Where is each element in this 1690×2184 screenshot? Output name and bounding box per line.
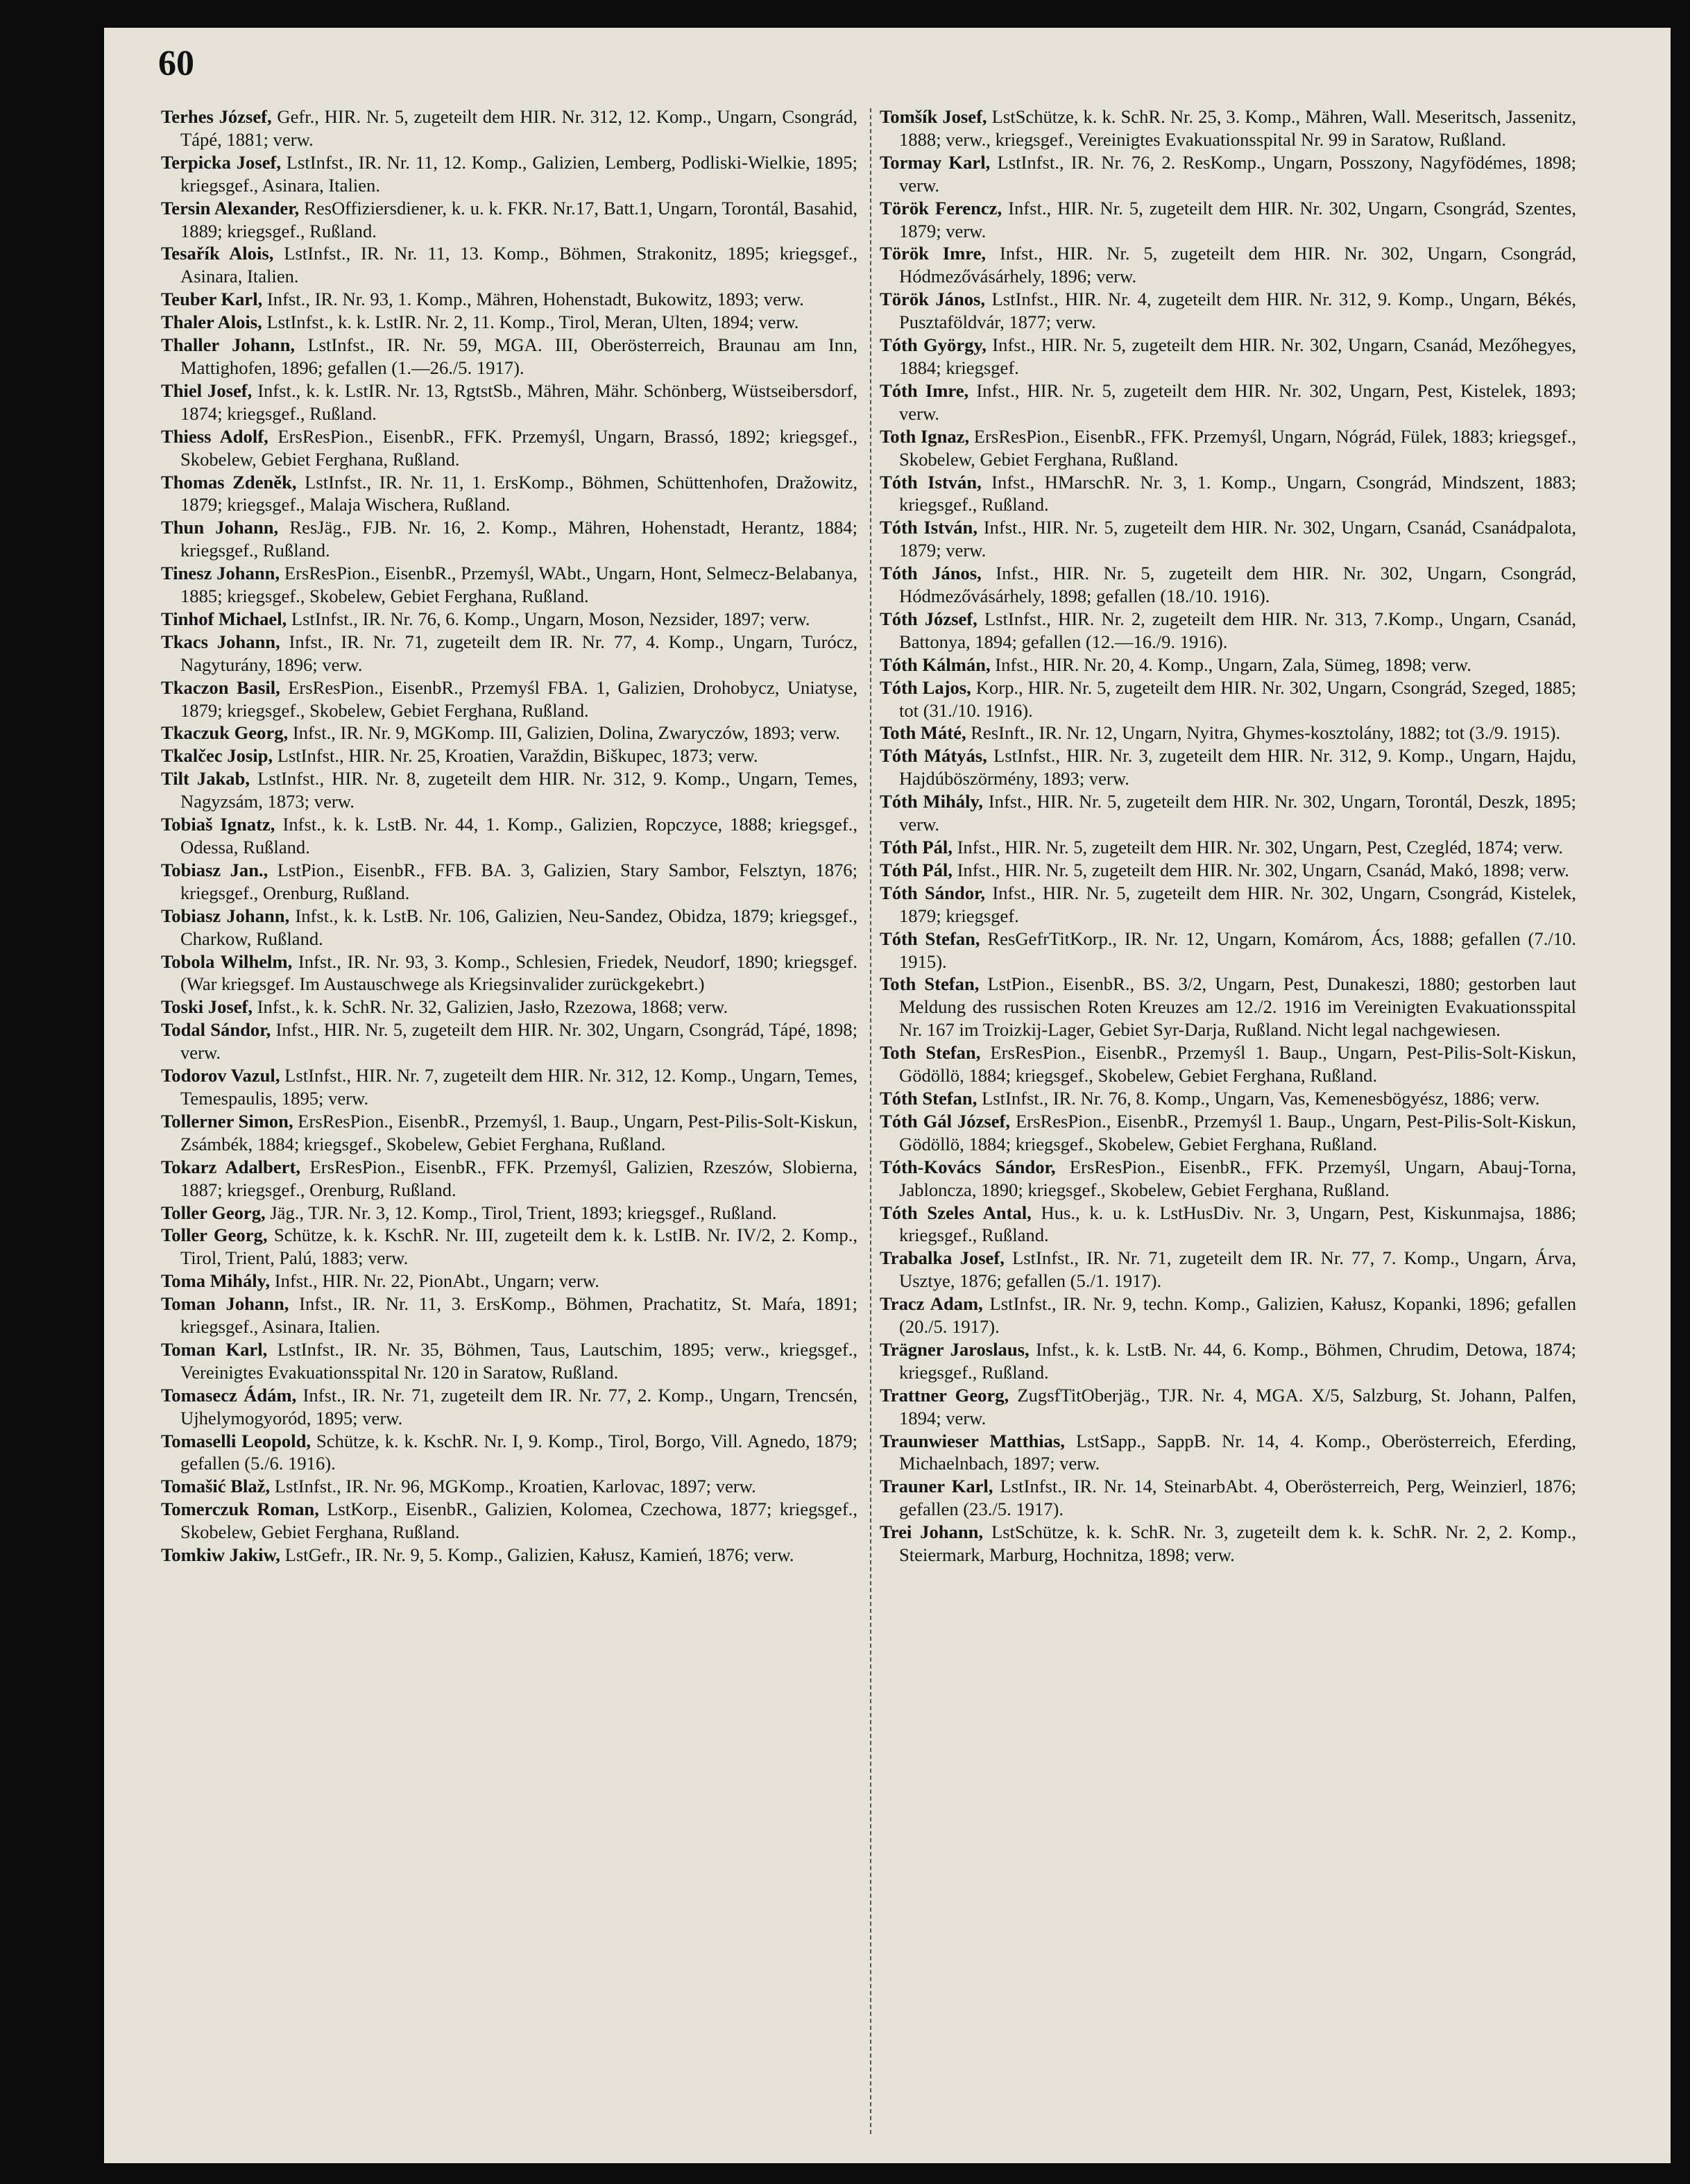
entry-details: Infst., HIR. Nr. 5, zugeteilt dem HIR. Nr. 302, Ungarn, Pest, Kistelek, 1893; verw. [899, 379, 1576, 424]
casualty-entry [161, 1156, 857, 1202]
entry-name: Tobiaš Ignatz, [161, 814, 275, 835]
casualty-entry [161, 197, 857, 243]
casualty-entry [880, 1338, 1576, 1384]
entry-name: Tóth Stefan, [880, 1087, 978, 1109]
entry-details: LstInfst., IR. Nr. 96, MGKomp., Kroatien, Karlovac, 1897; verw. [270, 1476, 756, 1497]
entry-details: ResOffiziersdiener, k. u. k. FKR. Nr.17, Batt.1, Ungarn, Torontál, Basahid, 1889; kriegsgef., Rußland. [180, 197, 858, 241]
entry-name: Trattner Georg, [880, 1384, 1009, 1406]
entry-name: Tobiasz Johann, [161, 905, 290, 926]
entry-details: LstInfst., IR. Nr. 11, 13. Komp., Böhmen, Strakonitz, 1895; kriegsgef., Asinara, Italien. [180, 243, 857, 287]
casualty-entry [161, 1224, 857, 1270]
entry-details: Infst., k. k. LstB. Nr. 44, 6. Komp., Böhmen, Chrudim, Detowa, 1874; kriegsgef., Rußland. [899, 1338, 1577, 1383]
entry-details: ResGefrTitKorp., IR. Nr. 12, Ungarn, Komárom, Ács, 1888; gefallen (7./10. 1915). [899, 928, 1576, 972]
casualty-entry [880, 105, 1576, 151]
entry-name: Toman Karl, [161, 1338, 268, 1360]
entry-details: LstInfst., HIR. Nr. 2, zugeteilt dem HIR. Nr. 313, 7.Komp., Ungarn, Csanád, Battonya, 1894; gefallen (12.—16./9. 1916). [899, 608, 1576, 652]
casualty-entry [161, 1475, 857, 1498]
entry-name: Thaller Johann, [161, 334, 296, 356]
entry-name: Tóth Stefan, [880, 928, 980, 949]
entry-name: Toller Georg, [161, 1225, 268, 1246]
casualty-entry [880, 859, 1576, 882]
casualty-entry [880, 722, 1576, 744]
entry-details: LstKorp., EisenbR., Galizien, Kolomea, Czechowa, 1877; kriegsgef., Skobelew, Gebiet Ferghana, Rußland. [180, 1499, 857, 1543]
entry-details: LstSapp., SappB. Nr. 14, 4. Komp., Oberösterreich, Eferding, Michaelnbach, 1897; verw. [899, 1430, 1576, 1474]
entry-name: Traunwieser Matthias, [880, 1430, 1065, 1451]
book-page [104, 28, 1671, 2163]
casualty-entry [880, 1430, 1576, 1476]
entry-details: Infst., k. k. LstIR. Nr. 13, RgtstSb., Mähren, Mähr. Schönberg, Wüstseibersdorf, 1874; kriegsgef., Rußland. [180, 379, 857, 424]
entry-details: LstSchütze, k. k. SchR. Nr. 3, zugeteilt dem k. k. SchR. Nr. 2, 2. Komp., Steiermark, Marburg, Hochnitza, 1898; verw. [899, 1521, 1576, 1566]
casualty-entry [880, 288, 1576, 334]
entry-details: LstInfst., IR. Nr. 35, Böhmen, Taus, Lautschim, 1895; verw., kriegsgef., Vereinigtes Evakuationsspital Nr. 120 in Saratow, Rußland. [180, 1338, 857, 1383]
entry-details: ZugsfTitOberjäg., TJR. Nr. 4, MGA. X/5, Salzburg, St. Johann, Palfen, 1894; verw. [899, 1384, 1576, 1428]
casualty-entry [880, 1475, 1576, 1521]
casualty-entry [161, 1544, 857, 1567]
entry-name: Thaler Alois, [161, 312, 262, 333]
entry-details: LstInfst., IR. Nr. 11, 1. ErsKomp., Böhmen, Schüttenhofen, Dražowitz, 1879; kriegsgef., Malaja Wischera, Rußland. [180, 471, 857, 515]
casualty-entry [161, 516, 857, 562]
casualty-entry [880, 151, 1576, 197]
entry-name: Tkaczuk Georg, [161, 722, 289, 744]
entry-details: ErsResPion., EisenbR., Przemyśl, WAbt., Ungarn, Hont, Selmecz-Belabanya, 1885; kriegsgef., Skobelew, Gebiet Ferghana, Rußland. [180, 563, 857, 607]
entry-name: Toth Máté, [880, 722, 966, 744]
entry-details: Infst., HIR. Nr. 22, PionAbt., Ungarn; verw. [270, 1270, 599, 1292]
casualty-entry [880, 928, 1576, 973]
casualty-entry [161, 1202, 857, 1225]
entry-details: Infst., HIR. Nr. 5, zugeteilt dem HIR. Nr. 302, Ungarn, Csanád, Mezőhegyes, 1884; kriegsgef. [899, 334, 1577, 378]
entry-details: Hus., k. u. k. LstHusDiv. Nr. 3, Ungarn, Pest, Kiskunmajsa, 1886; kriegsgef., Rußland. [899, 1202, 1576, 1246]
entry-details: Infst., IR. Nr. 11, 3. ErsKomp., Böhmen, Prachatitz, St. Maŕa, 1891; kriegsgef., Asinara, Italien. [180, 1293, 857, 1338]
entry-name: Thiess Adolf, [161, 425, 268, 447]
entry-name: Tkaczon Basil, [161, 676, 280, 698]
entry-details: LstInfst., IR. Nr. 71, zugeteilt dem IR. Nr. 77, 7. Komp., Ungarn, Árva, Usztye, 1876; gefallen (5./1. 1917). [899, 1247, 1577, 1292]
entry-name: Toth Ignaz, [880, 425, 970, 447]
entry-name: Toski Josef, [161, 996, 253, 1018]
entry-name: Trei Johann, [880, 1521, 984, 1543]
casualty-entry [161, 1064, 857, 1110]
entry-name: Tersin Alexander, [161, 197, 300, 219]
casualty-entry [880, 242, 1576, 288]
entry-details: Infst., HIR. Nr. 5, zugeteilt dem HIR. Nr. 302, Ungarn, Csongrád, Hódmezővásárhely, 1898; gefallen (18./10. 1916). [899, 563, 1576, 607]
entry-name: Tormay Karl, [880, 151, 991, 173]
entry-details: Gefr., HIR. Nr. 5, zugeteilt dem HIR. Nr. 312, 12. Komp., Ungarn, Csongrád, Tápé, 1881; verw. [180, 106, 857, 150]
casualty-entry [161, 1270, 857, 1293]
entry-name: Tóth István, [880, 517, 978, 538]
column-divider [870, 108, 871, 2134]
right-column [880, 105, 1576, 1567]
casualty-entry [161, 242, 857, 288]
entry-name: Toth Stefan, [880, 973, 980, 995]
casualty-entry [161, 767, 857, 813]
casualty-entry [161, 676, 857, 722]
entry-details: Infst., HIR. Nr. 5, zugeteilt dem HIR. Nr. 302, Ungarn, Csongrád, Kistelek, 1879; kriegsgef. [899, 882, 1576, 926]
entry-name: Tóth István, [880, 471, 982, 493]
entry-details: Infst., k. k. SchR. Nr. 32, Galizien, Jasło, Rzezowa, 1868; verw. [253, 996, 728, 1018]
casualty-entry [161, 744, 857, 767]
casualty-entry [161, 288, 857, 311]
casualty-entry [880, 1041, 1576, 1087]
entry-details: Infst., HIR. Nr. 5, zugeteilt dem HIR. Nr. 302, Ungarn, Csongrád, Tápé, 1898; verw. [180, 1019, 857, 1064]
casualty-entry [880, 836, 1576, 859]
casualty-entry [161, 950, 857, 996]
entry-details: Infst., HIR. Nr. 5, zugeteilt dem HIR. Nr. 302, Ungarn, Pest, Czegléd, 1874; verw. [952, 837, 1564, 858]
entry-name: Tóth Gál József, [880, 1110, 1011, 1132]
entry-name: Todal Sándor, [161, 1019, 271, 1041]
entry-name: Török Ferencz, [880, 197, 1002, 219]
casualty-entry [880, 1110, 1576, 1156]
entry-details: LstSchütze, k. k. SchR. Nr. 25, 3. Komp., Mähren, Wall. Meseritsch, Jassenitz, 1888; verw., kriegsgef., Vereinigtes Evakuationsspital Nr. 99 in Saratow, Rußland. [899, 106, 1576, 150]
entry-name: Tomšík Josef, [880, 106, 987, 127]
casualty-entry [880, 654, 1576, 676]
casualty-entry [161, 905, 857, 950]
entry-name: Tomerczuk Roman, [161, 1499, 319, 1520]
casualty-entry [161, 562, 857, 608]
casualty-entry [880, 790, 1576, 836]
entry-details: Infst., k. k. LstB. Nr. 106, Galizien, Neu-Sandez, Obidza, 1879; kriegsgef., Charkow, Rußland. [180, 905, 858, 949]
casualty-entry [880, 1521, 1576, 1567]
entry-details: Infst., IR. Nr. 93, 3. Komp., Schlesien, Friedek, Neudorf, 1890; kriegsgef. (War kriegsgef. Im Austauschwege als Kriegsinvalider zurückgekebrt.) [180, 950, 857, 995]
entry-details: Infst., HMarschR. Nr. 3, 1. Komp., Ungarn, Csongrád, Mindszent, 1883; kriegsgef., Rußland. [899, 471, 1576, 515]
casualty-entry [880, 471, 1576, 517]
entry-name: Toller Georg, [161, 1202, 266, 1223]
casualty-entry [161, 1384, 857, 1430]
entry-name: Tóth Lajos, [880, 676, 971, 698]
entry-name: Török János, [880, 289, 986, 310]
entry-details: LstInfst., IR. Nr. 76, 2. ResKomp., Ungarn, Posszony, Nagyfödémes, 1898; verw. [899, 151, 1576, 196]
entry-name: Tobiasz Jan., [161, 859, 268, 880]
casualty-entry [161, 631, 857, 676]
casualty-entry [161, 1293, 857, 1338]
entry-details: LstInfst., HIR. Nr. 4, zugeteilt dem HIR. Nr. 312, 9. Komp., Ungarn, Békés, Pusztaföldvár, 1877; verw. [899, 289, 1576, 333]
casualty-entry [880, 197, 1576, 243]
entry-name: Török Imre, [880, 243, 987, 264]
entry-details: LstInfst., k. k. LstIR. Nr. 2, 11. Komp., Tirol, Meran, Ulten, 1894; verw. [262, 312, 799, 333]
casualty-entry [880, 425, 1576, 471]
casualty-entry [161, 1018, 857, 1064]
entry-details: Jäg., TJR. Nr. 3, 12. Komp., Tirol, Trient, 1893; kriegsgef., Rußland. [265, 1202, 777, 1223]
casualty-entry [161, 311, 857, 334]
casualty-entry [880, 608, 1576, 654]
entry-name: Tóth Pál, [880, 837, 953, 858]
entry-name: Tóth-Kovács Sándor, [880, 1156, 1056, 1177]
entry-name: Tóth Sándor, [880, 882, 986, 903]
entry-name: Toma Mihály, [161, 1270, 271, 1292]
entry-details: LstInfst., IR. Nr. 59, MGA. III, Oberösterreich, Braunau am Inn, Mattighofen, 1896; gefallen (1.—26./5. 1917). [180, 334, 857, 378]
entry-name: Terpicka Josef, [161, 151, 282, 173]
entry-name: Tóth János, [880, 563, 982, 584]
entry-details: Infst., k. k. LstB. Nr. 44, 1. Komp., Galizien, Ropczyce, 1888; kriegsgef., Odessa, Rußland. [180, 814, 857, 858]
casualty-entry [161, 334, 857, 379]
entry-details: ErsResPion., EisenbR., FFK. Przemyśl, Galizien, Rzeszów, Slobierna, 1887; kriegsgef., Orenburg, Rußland. [180, 1156, 857, 1200]
entry-details: LstGefr., IR. Nr. 9, 5. Komp., Galizien, Kałusz, Kamień, 1876; verw. [280, 1544, 794, 1566]
casualty-entry [880, 1202, 1576, 1247]
casualty-entry [161, 379, 857, 425]
entry-name: Trägner Jaroslaus, [880, 1338, 1030, 1360]
entry-name: Tomkiw Jakiw, [161, 1544, 280, 1566]
entry-details: ErsResPion., EisenbR., FFK. Przemyśl, Ungarn, Brassó, 1892; kriegsgef., Skobelew, Gebiet Ferghana, Rußland. [180, 425, 857, 470]
entry-name: Tomaselli Leopold, [161, 1430, 311, 1451]
casualty-entry [161, 813, 857, 859]
entry-details: LstInfst., IR. Nr. 76, 8. Komp., Ungarn, Vas, Kemenesbögyész, 1886; verw. [977, 1087, 1540, 1109]
entry-details: ErsResPion., EisenbR., FFK. Przemyśl, Ungarn, Abauj-Torna, Jabloncza, 1890; kriegsgef., Skobelew, Gebiet Ferghana, Rußland. [899, 1156, 1576, 1200]
casualty-entry [161, 151, 857, 197]
entry-name: Tomasecz Ádám, [161, 1384, 297, 1406]
entry-name: Todorov Vazul, [161, 1065, 280, 1086]
casualty-entry [880, 882, 1576, 928]
casualty-entry [880, 562, 1576, 608]
entry-details: Korp., HIR. Nr. 5, zugeteilt dem HIR. Nr. 302, Ungarn, Csongrád, Szeged, 1885; tot (31./10. 1916). [899, 676, 1576, 721]
entry-details: LstInfst., HIR. Nr. 7, zugeteilt dem HIR. Nr. 312, 12. Komp., Ungarn, Temes, Temespaulis, 1895; verw. [180, 1065, 857, 1109]
entry-name: Tkalčec Josip, [161, 745, 273, 767]
entry-name: Teuber Karl, [161, 289, 263, 310]
entry-name: Tesařík Alois, [161, 243, 274, 264]
casualty-entry [161, 1338, 857, 1384]
casualty-entry [880, 1156, 1576, 1202]
entry-name: Tracz Adam, [880, 1293, 983, 1315]
entry-details: Infst., HIR. Nr. 5, zugeteilt dem HIR. Nr. 302, Ungarn, Csongrád, Szentes, 1879; verw. [899, 197, 1576, 241]
entry-details: ErsResPion., EisenbR., Przemyśl FBA. 1, Galizien, Drohobycz, Uniatyse, 1879; kriegsgef., Skobelew, Gebiet Ferghana, Rußland. [180, 676, 857, 721]
entry-details: ErsResPion., EisenbR., FFK. Przemyśl, Ungarn, Nógrád, Fülek, 1883; kriegsgef., Skobelew, Gebiet Ferghana, Rußland. [899, 425, 1576, 470]
casualty-entry [880, 744, 1576, 790]
entry-name: Tóth Szeles Antal, [880, 1202, 1032, 1223]
entry-name: Tobola Wilhelm, [161, 950, 293, 972]
entry-details: Infst., IR. Nr. 71, zugeteilt dem IR. Nr. 77, 4. Komp., Ungarn, Turócz, Nagyturány, 1896; verw. [180, 631, 857, 675]
entry-name: Tokarz Adalbert, [161, 1156, 300, 1177]
entry-details: Infst., IR. Nr. 71, zugeteilt dem IR. Nr. 77, 2. Komp., Ungarn, Trencsén, Ujhelymogyoród, 1895; verw. [180, 1384, 857, 1428]
casualty-entry [880, 516, 1576, 562]
entry-details: Infst., HIR. Nr. 5, zugeteilt dem HIR. Nr. 302, Ungarn, Csanád, Makó, 1898; verw. [952, 859, 1569, 880]
entry-name: Toman Johann, [161, 1293, 289, 1315]
casualty-entry [161, 1498, 857, 1544]
entry-name: Terhes József, [161, 106, 272, 127]
entry-details: Infst., HIR. Nr. 5, zugeteilt dem HIR. Nr. 302, Ungarn, Csanád, Csanádpalota, 1879; verw. [899, 517, 1576, 561]
entry-details: LstInfst., HIR. Nr. 8, zugeteilt dem HIR. Nr. 312, 9. Komp., Ungarn, Temes, Nagyzsám, 1873; verw. [180, 768, 857, 812]
entry-details: Infst., HIR. Nr. 20, 4. Komp., Ungarn, Zala, Sümeg, 1898; verw. [990, 654, 1471, 675]
casualty-entry [880, 973, 1576, 1041]
casualty-entry [880, 1384, 1576, 1430]
entry-name: Tóth Imre, [880, 379, 969, 401]
left-column [161, 105, 857, 1567]
casualty-entry [161, 996, 857, 1018]
casualty-entry [161, 859, 857, 905]
entry-details: ErsResPion., EisenbR., Przemyśl 1. Baup., Ungarn, Pest-Pilis-Solt-Kiskun, Gödöllö, 1884; kriegsgef., Skobelew, Gebiet Ferghana, Rußland. [899, 1110, 1577, 1154]
entry-name: Tóth Pál, [880, 859, 953, 880]
entry-name: Thun Johann, [161, 517, 279, 538]
casualty-entry [161, 105, 857, 151]
casualty-entry [880, 334, 1576, 379]
entry-name: Tóth Kálmán, [880, 654, 991, 675]
entry-details: ResJäg., FJB. Nr. 16, 2. Komp., Mähren, Hohenstadt, Herantz, 1884; kriegsgef., Rußland. [180, 517, 857, 561]
entry-name: Toth Stefan, [880, 1042, 981, 1064]
entry-details: LstPion., EisenbR., FFB. BA. 3, Galizien, Stary Sambor, Felsztyn, 1876; kriegsgef., Orenburg, Rußland. [180, 859, 857, 903]
entry-name: Thiel Josef, [161, 379, 253, 401]
entry-details: LstInfst., IR. Nr. 14, SteinarbAbt. 4, Oberösterreich, Perg, Weinzierl, 1876; gefallen (23./5. 1917). [899, 1476, 1577, 1520]
entry-details: LstInfst., HIR. Nr. 25, Kroatien, Varaždin, Biškupec, 1873; verw. [273, 745, 758, 767]
entry-details: LstPion., EisenbR., BS. 3/2, Ungarn, Pest, Dunakeszi, 1880; gestorben laut Meldung des russischen Roten Kreuzes am 12./2. 1916 im Vereinigten Evakuationsspital Nr. 167 im Troizkij-Lager, Gebiet Syr-Darja, Rußland. Nicht legal nachgewiesen. [899, 973, 1576, 1041]
entry-name: Tóth Mihály, [880, 791, 983, 812]
entry-details: LstInfst., IR. Nr. 76, 6. Komp., Ungarn, Moson, Nezsider, 1897; verw. [287, 608, 810, 629]
entry-name: Tomašić Blaž, [161, 1476, 271, 1497]
casualty-entry [161, 1110, 857, 1156]
entry-details: Infst., HIR. Nr. 5, zugeteilt dem HIR. Nr. 302, Ungarn, Torontál, Deszk, 1895; verw. [899, 791, 1576, 835]
entry-name: Trauner Karl, [880, 1476, 993, 1497]
entry-details: ResInft., IR. Nr. 12, Ungarn, Nyitra, Ghymes-kosztolány, 1882; tot (3./9. 1915). [966, 722, 1561, 744]
entry-details: LstInfst., IR. Nr. 11, 12. Komp., Galizien, Lemberg, Podliski-Wielkie, 1895; kriegsgef., Asinara, Italien. [180, 151, 857, 196]
entry-details: Infst., IR. Nr. 9, MGKomp. III, Galizien, Dolina, Zwaryczów, 1893; verw. [288, 722, 840, 744]
entry-details: Schütze, k. k. KschR. Nr. III, zugeteilt dem k. k. LstIB. Nr. IV/2, 2. Komp., Tirol, Trient, Palú, 1883; verw. [180, 1225, 857, 1269]
entry-name: Trabalka Josef, [880, 1247, 1005, 1269]
entry-name: Tóth József, [880, 608, 978, 629]
entry-name: Tóth György, [880, 334, 987, 356]
entry-details: Infst., HIR. Nr. 5, zugeteilt dem HIR. Nr. 302, Ungarn, Csongrád, Hódmezővásárhely, 1896; verw. [899, 243, 1576, 287]
casualty-entry [161, 425, 857, 471]
casualty-entry [880, 1247, 1576, 1293]
casualty-entry [161, 722, 857, 744]
entry-details: LstInfst., HIR. Nr. 3, zugeteilt dem HIR. Nr. 312, 9. Komp., Ungarn, Hajdu, Hajdúböszörmény, 1893; verw. [899, 745, 1576, 790]
entry-name: Tkacs Johann, [161, 631, 280, 652]
casualty-entry [880, 1293, 1576, 1338]
casualty-entry [161, 608, 857, 631]
entry-details: Schütze, k. k. KschR. Nr. I, 9. Komp., Tirol, Borgo, Vill. Agnedo, 1879; gefallen (5./6. 1916). [180, 1430, 858, 1474]
casualty-entry [880, 1087, 1576, 1110]
entry-name: Tinhof Michael, [161, 608, 287, 629]
casualty-entry [880, 379, 1576, 425]
casualty-entry [161, 1430, 857, 1476]
entry-details: ErsResPion., EisenbR., Przemyśl 1. Baup., Ungarn, Pest-Pilis-Solt-Kiskun, Gödöllö, 1884; kriegsgef., Skobelew, Gebiet Ferghana, Rußland. [899, 1042, 1576, 1086]
entry-details: Infst., IR. Nr. 93, 1. Komp., Mähren, Hohenstadt, Bukowitz, 1893; verw. [262, 289, 804, 310]
entry-name: Tinesz Johann, [161, 563, 280, 584]
casualty-entry [161, 471, 857, 517]
casualty-entry [880, 676, 1576, 722]
page-number: 60 [158, 44, 194, 83]
entry-name: Tollerner Simon, [161, 1110, 293, 1132]
entry-name: Tilt Jakab, [161, 768, 250, 790]
entry-name: Thomas Zdeněk, [161, 471, 297, 493]
entry-details: ErsResPion., EisenbR., Przemyśl, 1. Baup., Ungarn, Pest-Pilis-Solt-Kiskun, Zsámbék, 1884; kriegsgef., Skobelew, Gebiet Ferghana, Rußland. [180, 1110, 857, 1154]
entry-details: LstInfst., IR. Nr. 9, techn. Komp., Galizien, Kałusz, Kopanki, 1896; gefallen (20./5. 1917). [899, 1293, 1576, 1338]
entry-name: Tóth Mátyás, [880, 745, 987, 767]
